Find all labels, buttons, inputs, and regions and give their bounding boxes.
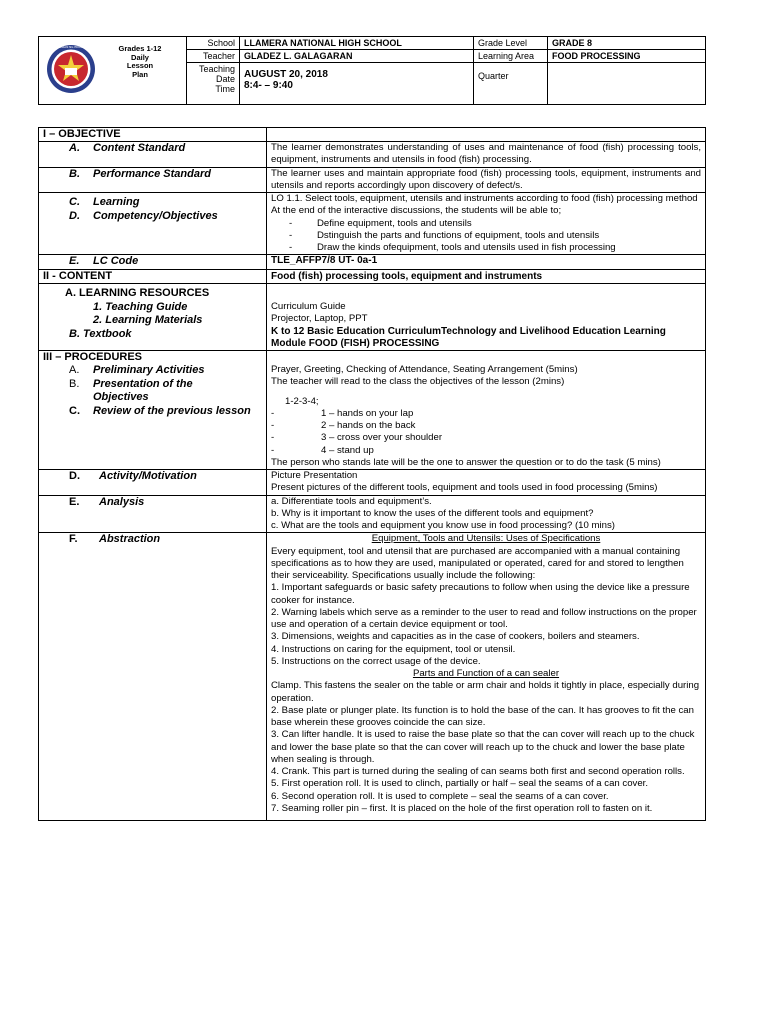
count-item: 2 – hands on the back xyxy=(321,420,416,431)
bullet: - xyxy=(289,242,293,253)
presentation-text: The teacher will read to the class the objectives of the lesson (2mins) xyxy=(271,376,565,388)
learning-resources-row xyxy=(39,284,706,351)
bullet: - xyxy=(271,420,275,431)
dlp-title-line: Grades 1-12 xyxy=(118,44,162,53)
presentation-label: Presentation of the Objectives xyxy=(93,377,193,403)
lesson-plan-table xyxy=(38,127,706,821)
content-standard-text: The learner demonstrates understanding of uses and maintenance of food (fish) processing tools, equipment, instruments and utensils in food (fish) processing. xyxy=(267,142,706,168)
can-sealer-part: 6. Second operation roll. It is used to complete – seal the seams of a can cover. xyxy=(271,790,609,802)
teacher-value: GLADEZ L. GALAGARAN xyxy=(240,50,474,63)
analysis-label-cell xyxy=(39,495,267,533)
school-value: LLAMERA NATIONAL HIGH SCHOOL xyxy=(240,37,474,50)
item-key: E. xyxy=(69,495,80,508)
list-item xyxy=(271,218,701,230)
learning-competency-row xyxy=(39,193,706,255)
school-label: School xyxy=(187,37,240,50)
quarter-value xyxy=(548,63,706,105)
header-table xyxy=(38,36,706,105)
specification-item: 3. Dimensions, weights and capacities as in the case of cookers, boilers and steamers. xyxy=(271,631,640,643)
activity-text: Present pictures of the different tools, equipment and tools used in food processing (5mins) xyxy=(271,482,658,494)
activity-label-cell xyxy=(39,470,267,496)
teaching-guide-value: Curriculum Guide xyxy=(271,301,346,312)
content-heading: II - CONTENT xyxy=(39,269,267,283)
analysis-row xyxy=(39,495,706,533)
content-row xyxy=(39,269,706,283)
learning-resources-cell xyxy=(267,284,706,351)
can-sealer-part: 2. Base plate or plunger plate. Its function is to hold the base of the can. It has grooves to fit the can base wherein these grooves coincide the can size. xyxy=(271,704,694,728)
analysis-question: c. What are the tools and equipment you know use in food processing? (10 mins) xyxy=(271,520,615,531)
review-text: The person who stands late will be the one to answer the question or to do the task (5 mins) xyxy=(271,456,661,468)
objective-item: Define equipment, tools and utensils xyxy=(317,217,472,229)
analysis-question: b. Why is it important to know the uses of the different tools and equipment? xyxy=(271,507,594,519)
activity-label: Activity/Motivation xyxy=(99,470,197,482)
date-time-value xyxy=(240,63,474,105)
label-line: Date xyxy=(215,74,235,84)
label-line: Teaching xyxy=(198,64,235,74)
performance-standard-label-cell xyxy=(39,167,267,193)
teaching-date-time-label xyxy=(187,63,240,105)
abstraction-row xyxy=(39,533,706,821)
abstraction-label: Abstraction xyxy=(99,533,161,546)
count-item: 4 – stand up xyxy=(321,444,374,456)
date-value: AUGUST 20, 2018 xyxy=(244,69,328,80)
quarter-label: Quarter xyxy=(474,63,548,105)
performance-standard-label: Performance Standard xyxy=(93,167,211,180)
dlp-title-line: Daily xyxy=(131,52,149,62)
analysis-label: Analysis xyxy=(99,495,145,508)
learning-materials-label: 2. Learning Materials xyxy=(93,314,203,326)
item-key: A. xyxy=(69,364,80,376)
can-sealer-part: Clamp. This fastens the sealer on the table or arm chair and holds it tightly in place, especially during operation. xyxy=(271,680,700,704)
bullet: - xyxy=(271,444,275,456)
teacher-label: Teacher xyxy=(187,50,240,63)
procedures-heading: III – PROCEDURES xyxy=(43,351,143,363)
bullet: - xyxy=(289,217,293,229)
item-key: F. xyxy=(69,533,78,546)
item-key: C. xyxy=(69,196,80,208)
item-key: B. xyxy=(69,167,80,180)
learning-resources-label: A. LEARNING RESOURCES xyxy=(65,287,210,299)
item-key: D. xyxy=(69,470,80,482)
bullet: - xyxy=(271,407,275,419)
abstraction-cell xyxy=(267,533,706,821)
objective-item: Dstinguish the parts and functions of equipment, tools and utensils xyxy=(317,229,600,241)
dlp-title xyxy=(99,45,181,79)
teaching-guide-label: 1. Teaching Guide xyxy=(93,300,188,313)
learning-competency-label-cell xyxy=(39,193,267,255)
procedures-row xyxy=(39,351,706,470)
performance-standard-row xyxy=(39,167,706,193)
review-label: Review of the previous lesson xyxy=(93,404,251,417)
item-key: C. xyxy=(69,404,80,417)
count-item: 3 – cross over your shoulder xyxy=(321,432,443,444)
seal-text: KAGAWARAN NG EDUKASYON xyxy=(50,44,92,49)
bullet: - xyxy=(271,432,275,444)
objective-heading-row xyxy=(39,128,706,142)
activity-cell xyxy=(267,470,706,496)
learning-resources-label-cell xyxy=(39,284,267,351)
lo-intro: At the end of the interactive discussions, the students will be able to; xyxy=(271,205,562,217)
grade-level-value: GRADE 8 xyxy=(548,37,706,50)
count-item: 1 – hands on your lap xyxy=(321,407,414,419)
deped-seal-cell xyxy=(39,37,187,105)
lo-text: LO 1.1. Select tools, equipment, utensils and instruments according to food (fish) processing method xyxy=(271,193,698,204)
preliminary-activities-label: Preliminary Activities xyxy=(93,364,205,376)
list-item xyxy=(271,432,701,444)
analysis-question: a. Differentiate tools and equipment’s. xyxy=(271,495,432,507)
list-item xyxy=(271,242,701,254)
bullet: - xyxy=(289,229,293,241)
procedures-label-cell xyxy=(39,351,267,470)
analysis-cell xyxy=(267,495,706,533)
label-line: Time xyxy=(215,84,235,94)
specification-item: 4. Instructions on caring for the equipment, tool or utensil. xyxy=(271,643,516,655)
competency-label: Competency/Objectives xyxy=(93,209,218,222)
objective-item: Draw the kinds ofequipment, tools and utensils used in fish processing xyxy=(317,242,616,253)
specification-item: 2. Warning labels which serve as a reminder to the user to read and follow instructions on the proper use and operation of a certain device equipment or tool. xyxy=(271,606,697,630)
can-sealer-part: 4. Crank. This part is turned during the sealing of can seams both first and second operation rolls. xyxy=(271,766,685,777)
item-key: A. xyxy=(69,142,80,154)
content-value: Food (fish) processing tools, equipment and instruments xyxy=(267,269,706,283)
specification-item: 1. Important safeguards or basic safety precautions to follow when using the device like a pressure cooker for instance. xyxy=(271,582,690,606)
item-key: B. xyxy=(69,377,80,390)
lc-code-label-cell xyxy=(39,255,267,270)
activity-row xyxy=(39,470,706,496)
dlp-title-line: Plan xyxy=(132,69,148,79)
procedures-cell xyxy=(267,351,706,470)
content-standard-label: Content Standard xyxy=(93,142,186,154)
can-sealer-part: 5. First operation roll. It is used to clinch, partially or half – seal the seams of a can cover. xyxy=(271,778,648,790)
learning-area-label: Learning Area xyxy=(474,50,548,63)
list-item xyxy=(271,408,701,420)
content-standard-label-cell xyxy=(39,142,267,168)
performance-standard-text: The learner uses and maintain appropriate food (fish) processing tools, equipment, instruments and utensils and reports accordingly upon discovery of defect/s. xyxy=(267,167,706,193)
learning-area-value: FOOD PROCESSING xyxy=(548,50,706,63)
learning-materials-value: Projector, Laptop, PPT xyxy=(271,313,368,325)
list-item xyxy=(271,420,701,432)
learning-label: Learning xyxy=(93,196,140,208)
specification-item: 5. Instructions on the correct usage of the device. xyxy=(271,655,481,667)
can-sealer-part: 3. Can lifter handle. It is used to raise the base plate so that the can cover will reach up to the chuck and lower the base plate so that the can cover will reach up to the chuck and lower the base plate when sealing is through. xyxy=(271,729,695,765)
lc-code-label: LC Code xyxy=(93,255,139,268)
content-standard-row xyxy=(39,142,706,168)
abstraction-label-cell xyxy=(39,533,267,821)
can-sealer-title: Parts and Function of a can sealer xyxy=(412,668,560,679)
list-item xyxy=(271,445,701,457)
grade-level-label: Grade Level xyxy=(474,37,548,50)
empty-cell xyxy=(267,128,706,142)
deped-seal-icon xyxy=(46,44,96,94)
textbook-label: B. Textbook xyxy=(69,327,132,340)
dlp-title-line: Lesson xyxy=(126,61,154,70)
can-sealer-part: 7. Seaming roller pin – first. It is placed on the hole of the first operation roll to fasten on it. xyxy=(271,802,653,814)
learning-competency-cell xyxy=(267,193,706,255)
abstraction-intro: Every equipment, tool and utensil that are purchased are accompanied with a manual containing specifications as to how they are used, manipulated or operated, cared for and stored to lengthen their serviceability. Specifications usually include the following: xyxy=(271,545,684,581)
count-intro: 1-2-3-4; xyxy=(285,395,319,407)
item-key: E. xyxy=(69,255,80,268)
preliminary-text: Prayer, Greeting, Checking of Attendance, Seating Arrangement (5mins) xyxy=(271,364,578,375)
objective-heading: I – OBJECTIVE xyxy=(39,128,267,142)
abstraction-title: Equipment, Tools and Utensils: Uses of Specifications xyxy=(371,533,601,545)
item-key: D. xyxy=(69,209,80,222)
time-value: 8:4- – 9:40 xyxy=(244,80,293,91)
textbook-value: K to 12 Basic Education CurriculumTechnology and Livelihood Education Learning Module FOOD (FISH) PROCESSING xyxy=(271,325,666,349)
activity-title: Picture Presentation xyxy=(271,470,358,481)
lc-code-row xyxy=(39,255,706,270)
list-item xyxy=(271,230,701,242)
lc-code-value: TLE_AFFP7/8 UT- 0a-1 xyxy=(267,255,706,270)
